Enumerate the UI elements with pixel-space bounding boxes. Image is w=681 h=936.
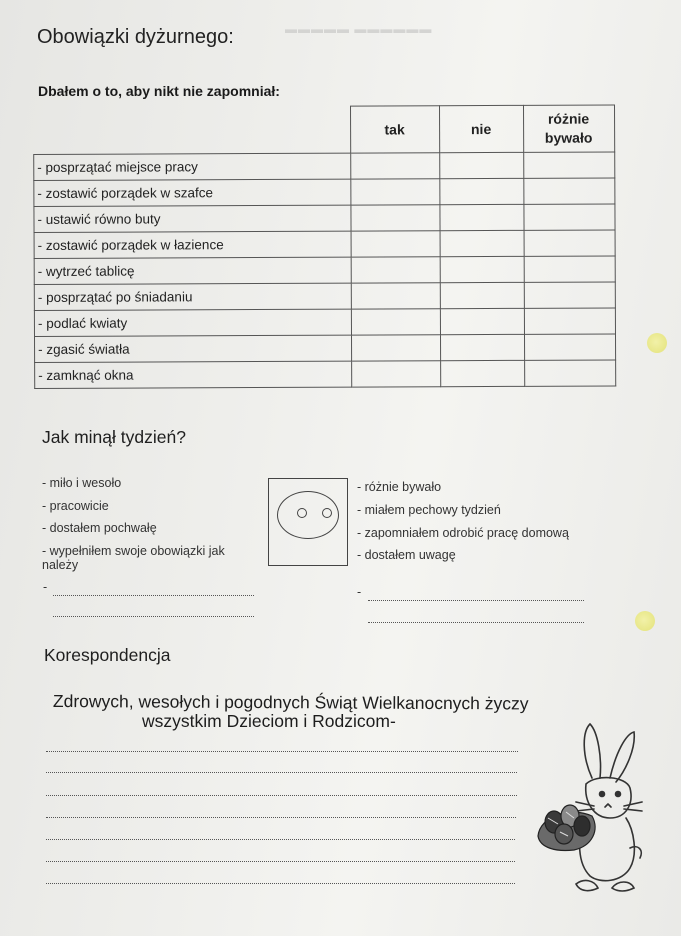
mood-item: - miło i wesoło: [42, 476, 122, 490]
writing-line[interactable]: [46, 772, 517, 773]
mood-item: - wypełniłem swoje obowiązki jak należy: [42, 544, 225, 572]
check-cell-roznie[interactable]: [524, 230, 615, 256]
dotted-line[interactable]: [368, 622, 584, 623]
check-cell-nie[interactable]: [440, 360, 524, 386]
mood-item: - miałem pechowy tydzień: [357, 503, 501, 517]
check-cell-roznie[interactable]: [524, 308, 615, 334]
check-cell-nie[interactable]: [439, 152, 523, 178]
mood-item: - pracowicie: [42, 499, 109, 513]
check-cell-roznie[interactable]: [523, 178, 614, 204]
task-label: - wytrzeć tablicę: [34, 257, 351, 284]
check-cell-roznie[interactable]: [524, 256, 615, 282]
punch-hole: [647, 333, 667, 353]
table-row: [34, 178, 615, 207]
easter-bunny-icon: [530, 718, 650, 894]
writing-line[interactable]: [46, 839, 515, 840]
mood-item: - dostałem pochwałę: [42, 521, 157, 535]
check-cell-roznie[interactable]: [524, 360, 615, 386]
week-heading: Jak minął tydzień?: [42, 427, 186, 447]
table-subtitle: Dbałem o to, aby nikt nie zapomniał:: [38, 83, 280, 99]
column-header-tak: tak: [350, 106, 439, 153]
check-cell-nie[interactable]: [440, 334, 524, 360]
task-label: - posprzątać po śniadaniu: [34, 283, 351, 310]
mood-item: - zapomniałem odrobić pracę domową: [357, 526, 569, 540]
correspondence-heading: Korespondencja: [44, 645, 171, 665]
check-cell-tak[interactable]: [351, 361, 440, 387]
table-row: [34, 308, 615, 337]
face-eye-icon: [322, 508, 332, 518]
page-title: Obowiązki dyżurnego:: [37, 26, 234, 48]
check-cell-nie[interactable]: [439, 204, 523, 230]
table-row: [34, 152, 615, 181]
table-row: [34, 256, 615, 285]
task-label: - podlać kwiaty: [34, 309, 351, 336]
table-row: [34, 282, 615, 311]
dotted-line[interactable]: [53, 616, 254, 617]
table-row: [35, 360, 616, 389]
duties-table: [33, 104, 616, 389]
table-row: [34, 230, 615, 259]
check-cell-roznie[interactable]: [523, 204, 614, 230]
task-label: - zamknąć okna: [35, 361, 352, 388]
check-cell-nie[interactable]: [440, 230, 524, 256]
check-cell-roznie[interactable]: [524, 334, 615, 360]
check-cell-nie[interactable]: [440, 308, 524, 334]
task-label: - posprzątać miejsce pracy: [34, 153, 351, 180]
writing-line[interactable]: [46, 751, 518, 752]
check-cell-nie[interactable]: [440, 256, 524, 282]
check-cell-tak[interactable]: [350, 179, 439, 205]
writing-line[interactable]: [46, 861, 515, 862]
column-header-nie: nie: [439, 105, 523, 152]
task-label: - ustawić równo buty: [34, 205, 351, 232]
show-through-text: ▬▬▬▬▬ ▬▬▬▬▬▬: [285, 22, 433, 36]
check-cell-tak[interactable]: [351, 257, 440, 283]
dotted-line[interactable]: [368, 600, 584, 601]
mood-item: - dostałem uwagę: [357, 548, 456, 562]
check-cell-roznie[interactable]: [523, 152, 614, 178]
greeting-line-1: Zdrowych, wesołych i pogodnych Świąt Wielkanocnych życzy: [52, 691, 529, 714]
check-cell-tak[interactable]: [351, 283, 440, 309]
check-cell-nie[interactable]: [440, 282, 524, 308]
writing-line[interactable]: [46, 883, 515, 884]
dash: -: [357, 585, 362, 599]
header-blank-cell: [34, 106, 351, 154]
task-label: - zostawić porządek w szafce: [34, 179, 351, 206]
mood-item: - różnie bywało: [357, 480, 442, 494]
table-row: [35, 334, 616, 363]
check-cell-roznie[interactable]: [524, 282, 615, 308]
check-cell-tak[interactable]: [351, 231, 440, 257]
writing-line[interactable]: [46, 817, 516, 818]
dash: -: [43, 580, 48, 594]
task-label: - zgasić światła: [35, 335, 352, 362]
writing-line[interactable]: [46, 795, 517, 796]
task-label: - zostawić porządek w łazience: [34, 231, 351, 258]
check-cell-tak[interactable]: [351, 309, 440, 335]
punch-hole: [635, 611, 655, 631]
column-header-roznie: różnie bywało: [523, 105, 614, 152]
check-cell-nie[interactable]: [439, 178, 523, 204]
greeting-line-2: wszystkim Dzieciom i Rodzicom-: [142, 711, 396, 731]
face-eye-icon: [297, 508, 307, 518]
check-cell-tak[interactable]: [351, 335, 440, 361]
check-cell-tak[interactable]: [350, 205, 439, 231]
check-cell-tak[interactable]: [350, 153, 439, 179]
dotted-line[interactable]: [53, 595, 254, 596]
table-row: [34, 204, 615, 233]
table-header-row: [34, 105, 615, 155]
